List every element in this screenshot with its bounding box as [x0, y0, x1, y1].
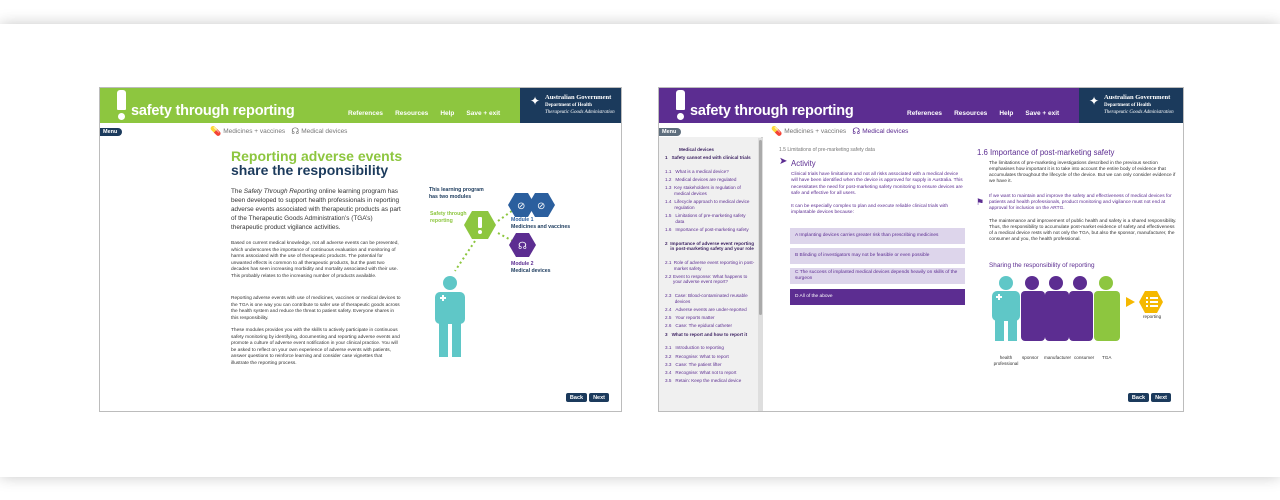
- toc-item-number: 1.3: [665, 185, 672, 191]
- next-button[interactable]: Next: [1151, 393, 1171, 402]
- toc-item-number: 3.5: [665, 378, 672, 384]
- toc-item-label: Case: The patient lifter: [675, 361, 722, 367]
- intro-part: The: [231, 188, 244, 195]
- pill-icon: 💊: [771, 126, 783, 136]
- flag-icon: ⚑: [976, 197, 985, 207]
- label-tga: TGA: [1102, 355, 1112, 360]
- module1-number[interactable]: Module 1: [511, 217, 534, 223]
- gov-line1: Australian Government: [545, 94, 612, 101]
- toc-item-label: Your reports matter: [675, 315, 715, 321]
- toc-item[interactable]: [665, 260, 755, 271]
- nav-save-exit[interactable]: Save + exit: [1025, 110, 1060, 117]
- module2-number[interactable]: Module 2: [511, 261, 534, 267]
- label-reporting: reporting: [1143, 314, 1162, 319]
- tab-label: Medicines + vaccines: [784, 128, 847, 135]
- label-health-professional: health professional: [993, 355, 1019, 366]
- toc-item-label: Importance of adverse event reporting in post-marketing safety and your role: [670, 240, 755, 252]
- person-head: [443, 276, 457, 290]
- activity-paragraph-1: Clinical trials have limitations and not all risks associated with a medical device will have been identified when the device is approved for supply in Australia. This necessitates the need for post-marketing safety monitoring to ensure devices are safe and effective for all users.: [791, 172, 963, 196]
- app-header: [659, 88, 1183, 123]
- toc-item[interactable]: [665, 177, 755, 183]
- toc-item[interactable]: [665, 169, 755, 175]
- label-manufacturer: manufacturer: [1044, 355, 1072, 360]
- gov-line3: Therapeutic Goods Administration: [1104, 110, 1174, 115]
- toc-item-number: 3.2: [665, 353, 672, 359]
- connector-to-person: [455, 241, 475, 271]
- module1-name[interactable]: Medicines and vaccines: [511, 224, 571, 230]
- person-torso: [435, 292, 465, 324]
- program-note: This learning program has two modules: [429, 187, 484, 200]
- toc-item-number: 1.6: [665, 226, 672, 232]
- cursor-icon: ➤: [779, 156, 788, 167]
- page-nav: [1128, 393, 1171, 402]
- menu-button[interactable]: Menu: [659, 128, 681, 136]
- section-paragraph-1: The limitations of pre-marketing investigations described in the previous section emphasises how important it is to take into account the entire body of evidence that accumulates throughout the lifecycle of the device. But we can only consider evidence if we have it.: [989, 161, 1176, 185]
- app-title: safety through reporting: [690, 103, 854, 119]
- body-paragraph-3: These modules provides you with the skills to actively participate in continuous safety monitoring by identifying, documenting and reporting adverse events and promote a culture of adverse event notification in your clinical practice. You will be asked to reflect on your own experience of adverse events with patients, answer questions to reinforce learning and consider case vignettes that illustrate the reporting process.: [231, 328, 400, 366]
- toc-item-label: Introduction to reporting: [675, 345, 724, 351]
- tab-medical-devices[interactable]: [291, 126, 347, 137]
- toc-item-number: 2.1: [665, 260, 672, 265]
- toc-item[interactable]: [665, 315, 755, 321]
- toc-item-number: 1: [665, 155, 668, 161]
- toc-item-number: 1.5: [665, 213, 672, 218]
- toc-item-number: 1.2: [665, 177, 672, 183]
- toc-item[interactable]: [665, 323, 755, 329]
- section-title: 1.6 Importance of post-marketing safety: [977, 148, 1115, 157]
- stethoscope-icon: ☊: [518, 241, 527, 252]
- toc-item-label: Adverse events are under-reported: [675, 307, 747, 312]
- toc-scrollbar-thumb[interactable]: [759, 140, 762, 315]
- header-brand-bar: [100, 88, 520, 123]
- topic-tabs: [210, 126, 347, 137]
- person-health-professional-head: [999, 276, 1013, 290]
- toc-item-label: Key stakeholders in regulation of medical devices: [674, 185, 741, 196]
- stethoscope-icon: ☊: [852, 126, 861, 136]
- toc-item-number: 3: [665, 331, 668, 337]
- app-header: [100, 88, 621, 123]
- nav-save-exit[interactable]: Save + exit: [466, 110, 501, 117]
- toc-item[interactable]: [665, 370, 755, 376]
- next-button[interactable]: Next: [589, 393, 609, 402]
- program-name: Safety Through Reporting: [243, 188, 317, 195]
- intro-part: online learning program has been developed to support health professionals in reporting adverse events associated with therapeutic products as part of the Therapeutic Goods Administration’s (TGA’s) therapeutic product vigilance activities.: [231, 188, 401, 231]
- breadcrumb: 1.5 Limitations of pre-marketing safety data: [779, 147, 875, 153]
- page-title-line1: Reporting adverse events: [231, 148, 403, 164]
- table-of-contents: [659, 137, 763, 412]
- toc-item-label: Case: Blood-contaminated reusable devices: [674, 293, 748, 304]
- hub-label: Safety through reporting: [430, 211, 467, 224]
- tab-label: Medicines + vaccines: [223, 128, 286, 135]
- toc-item-label: Case: The epidural catheter: [675, 323, 732, 329]
- toc-item-label: Importance of post-marketing safety: [675, 226, 749, 232]
- toc-item-number: 1.1: [665, 169, 672, 174]
- tab-medicines-vaccines[interactable]: [210, 126, 285, 137]
- back-button[interactable]: Back: [1128, 393, 1149, 402]
- toc-item[interactable]: [665, 378, 755, 384]
- gov-line1: Australian Government: [1104, 94, 1171, 101]
- gov-line3: Therapeutic Goods Administration: [545, 110, 615, 115]
- top-nav: [907, 110, 1059, 117]
- toc-item-label: Safety cannot end with clinical trials: [671, 155, 751, 161]
- body-paragraph-2: Reporting adverse events with use of medicines, vaccines or medical devices to the TGA is one way you can contribute to safer use of therapeutic goods across the health system and reduce the threat to patient safety. Everyone shares in this responsibility.: [231, 296, 401, 321]
- stethoscope-icon: ☊: [291, 126, 300, 136]
- header-brand-bar: [659, 88, 1079, 123]
- body-paragraph-1: Based on current medical knowledge, not all adverse events can be prevented, which underscores the importance of continuous evaluation and monitoring of harms associated with the use of therapeutic products. The potential for unwanted effects is common to all therapeutic products, but the past two decades has seen increasing morbidity and mortality associated with their use. This probably relates to the increasing number of products available.: [231, 241, 399, 279]
- toc-item-number: 2: [665, 240, 668, 246]
- page-title-line2: share the responsibility: [231, 162, 389, 178]
- toc-item[interactable]: [665, 345, 755, 351]
- toc-item[interactable]: [665, 362, 755, 368]
- toc-item[interactable]: [665, 307, 755, 313]
- person-tga: [1094, 291, 1120, 341]
- app-title: safety through reporting: [131, 103, 295, 119]
- toc-item[interactable]: [665, 241, 755, 252]
- toc-item-label: What is a medical device?: [675, 169, 729, 174]
- answer-option-c[interactable]: C The success of implanted medical devices depends heavily on skills of the surgeon: [790, 268, 965, 284]
- toc-item[interactable]: [665, 354, 755, 360]
- toc-item-number: 2.3: [665, 293, 672, 299]
- coat-of-arms-icon: ✦: [530, 94, 541, 108]
- toc-item[interactable]: [665, 332, 755, 338]
- tab-label: Medical devices: [862, 128, 909, 135]
- toc-item-label: Retain: Keep the medical device: [675, 378, 742, 384]
- toc-item-number: 2.2: [665, 273, 672, 279]
- label-sponsor: sponsor: [1022, 355, 1039, 360]
- exclamation-dot-icon: [118, 113, 125, 120]
- toc-item[interactable]: [665, 155, 755, 161]
- arrow-icon: [1126, 297, 1135, 307]
- back-button[interactable]: Back: [566, 393, 587, 402]
- toc-item-number: 2.6: [665, 323, 672, 329]
- pill-icon: ⊘: [517, 201, 526, 212]
- toc-item-label: Recognise: What not to report: [675, 370, 737, 375]
- toc-item-number: 2.5: [665, 315, 672, 321]
- coat-of-arms-icon: ✦: [1089, 94, 1100, 108]
- pill-icon: ⊘: [537, 201, 546, 212]
- toc-item-label: Lifecycle approach to medical device regulation: [674, 199, 750, 210]
- intro-text: [231, 187, 401, 232]
- share-heading: Sharing the responsibility of reporting: [989, 262, 1095, 269]
- toc-item-number: 2.4: [665, 307, 672, 312]
- pill-icon: 💊: [210, 126, 222, 136]
- label-consumer: consumer: [1074, 355, 1095, 360]
- person-sponsor: [1021, 291, 1045, 341]
- toc-item-number: 1.4: [665, 199, 672, 205]
- nav-resources[interactable]: Resources: [395, 110, 429, 117]
- exclamation-icon: [117, 90, 126, 110]
- section-paragraph-2: If we want to maintain and improve the safety and effectiveness of medical devices for patients and health professionals, product monitoring and vigilance must not end at approval for inclusion on the ARTG.: [989, 194, 1172, 212]
- answer-option-d[interactable]: D All of the above: [790, 289, 965, 305]
- page-nav: [566, 393, 609, 402]
- gov-line2: Department of Health: [1104, 103, 1151, 108]
- nav-help[interactable]: Help: [440, 110, 455, 117]
- top-nav: [348, 110, 500, 117]
- person-manufacturer: [1045, 291, 1069, 341]
- toc-item-number: 3.1: [665, 345, 672, 351]
- exclamation-icon: [676, 90, 685, 110]
- nav-resources[interactable]: Resources: [954, 110, 988, 117]
- nav-references[interactable]: References: [348, 110, 384, 117]
- toc-item-label: Medical devices: [679, 147, 714, 152]
- toc-item-label: Event to response: What happens to your adverse event report?: [673, 273, 748, 285]
- toc-item[interactable]: [665, 293, 755, 304]
- gov-logo: [1079, 88, 1183, 123]
- toc-item-label: Medical devices are regulated: [675, 177, 737, 183]
- toc-item-label: Limitations of pre-marketing safety data: [675, 213, 746, 224]
- activity-title: Activity: [791, 159, 816, 168]
- tab-medical-devices[interactable]: [852, 126, 908, 137]
- gov-logo: [520, 88, 621, 123]
- section-paragraph-3: The maintenance and improvement of public health and safety is a shared responsibility. Thus, the responsibility to accumulate post-market evidence of safety and effectiveness of a medical device rests with not only the TGA, but also the sponsor, manufacturer, the consumer and you, the health professional.: [989, 219, 1177, 243]
- toc-item[interactable]: [665, 213, 755, 224]
- toc-item-number: 3.3: [665, 361, 672, 367]
- toc-item[interactable]: [665, 199, 755, 210]
- tab-label: Medical devices: [301, 128, 348, 135]
- screen-medical-devices: [658, 87, 1184, 412]
- answer-option-a[interactable]: A Implanting devices carries greater risk than prescribing medicines: [790, 228, 965, 244]
- toc-item-label: Role of adverse event reporting in post-market safety: [673, 260, 755, 271]
- gov-line2: Department of Health: [545, 103, 592, 108]
- menu-button[interactable]: Menu: [100, 128, 122, 136]
- toc-item-number: 3.4: [665, 370, 672, 375]
- toc-item[interactable]: [665, 185, 755, 196]
- topic-tabs: [771, 126, 908, 137]
- exclamation-dot-icon: [677, 113, 684, 120]
- nav-help[interactable]: Help: [999, 110, 1014, 117]
- toc-item[interactable]: [665, 227, 755, 233]
- person-health-professional: [992, 291, 1020, 321]
- toc-item[interactable]: [675, 147, 763, 153]
- toc-item[interactable]: [665, 274, 755, 285]
- toc-item-label: Recognise: What to report: [675, 353, 729, 359]
- person-consumer: [1069, 291, 1093, 341]
- toc-item-label: What to report and how to report it: [671, 331, 748, 337]
- screen-intro: [99, 87, 622, 412]
- activity-paragraph-2: It can be especially complex to plan and execute reliable clinical trials with implantable devices because:: [791, 204, 949, 216]
- module2-name[interactable]: Medical devices: [511, 268, 551, 274]
- answer-option-b[interactable]: B Blinding of investigators may not be feasible or even possible: [790, 248, 965, 264]
- nav-references[interactable]: References: [907, 110, 943, 117]
- tab-medicines-vaccines[interactable]: [771, 126, 846, 137]
